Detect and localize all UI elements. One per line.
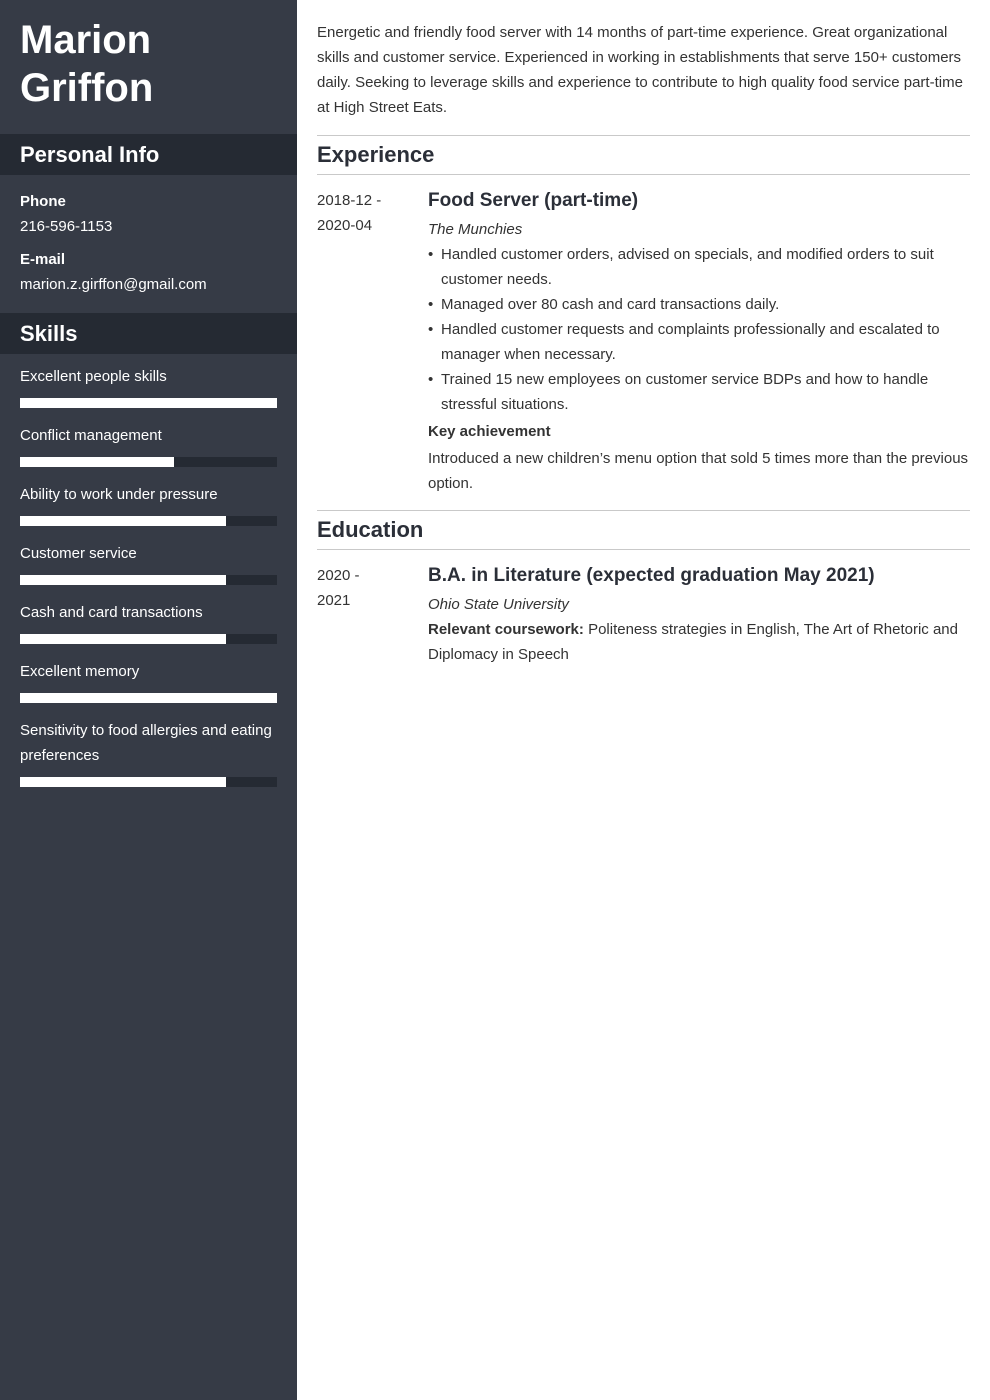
skill-level-fill	[20, 398, 277, 408]
skill-item	[20, 600, 277, 644]
skill-level-bar	[20, 457, 277, 467]
skill-item	[20, 364, 277, 408]
date-end: 2020-04	[317, 217, 373, 234]
responsibility-list	[428, 242, 970, 417]
skill-level-fill	[20, 457, 174, 467]
personal-info-heading: Personal Info	[0, 134, 297, 175]
skill-item	[20, 423, 277, 467]
entry-date	[317, 188, 428, 496]
coursework	[428, 617, 970, 667]
education-entry	[317, 550, 970, 681]
sidebar	[0, 0, 297, 1400]
main-content	[297, 0, 990, 1400]
skill-name: Customer service	[20, 545, 137, 562]
personal-info	[0, 175, 297, 313]
degree-title: B.A. in Literature (expected graduation May 2021)	[428, 565, 875, 586]
skill-name: Excellent memory	[20, 663, 140, 680]
phone-label: Phone	[20, 193, 66, 210]
skill-level-bar	[20, 398, 277, 408]
key-achievement-text: Introduced a new children’s menu option that sold 5 times more than the previous option.	[428, 450, 969, 492]
list-item: • Trained 15 new employees on customer service BDPs and how to handle stressful situations.	[428, 367, 970, 417]
phone-value: 216-596-1153	[20, 218, 113, 235]
email-value: marion.z.girffon@gmail.com	[20, 276, 207, 293]
skill-name: Excellent people skills	[20, 368, 167, 385]
skill-level-fill	[20, 693, 277, 703]
skill-level-fill	[20, 777, 226, 787]
coursework-label: Relevant coursework:	[428, 621, 584, 638]
list-item: • Handled customer requests and complaints professionally and escalated to manager when necessary.	[428, 317, 970, 367]
school-name: Ohio State University	[428, 596, 569, 613]
first-name: Marion	[20, 18, 152, 62]
skill-level-bar	[20, 516, 277, 526]
education-heading: Education	[317, 510, 970, 550]
skill-item	[20, 659, 277, 703]
list-item: • Handled customer orders, advised on specials, and modified orders to suit customer needs.	[428, 242, 970, 292]
skill-name: Ability to work under pressure	[20, 486, 218, 503]
job-title: Food Server (part-time)	[428, 190, 639, 211]
key-achievement-label: Key achievement	[428, 423, 551, 440]
skill-item	[20, 482, 277, 526]
entry-date	[317, 563, 428, 667]
entry-body	[428, 563, 970, 667]
skill-level-bar	[20, 634, 277, 644]
employer-name: The Munchies	[428, 221, 523, 238]
profile-summary: Energetic and friendly food server with 14 months of part-time experience. Great organizational skills and customer service. Experienced in working in establishments that serve 150+ customers daily. Seeking to leverage skills and experience to contribute to high quality food service part-time at High Street Eats.	[317, 24, 963, 116]
skill-level-fill	[20, 516, 226, 526]
experience-entry	[317, 175, 970, 510]
last-name: Griffon	[20, 66, 154, 110]
skills-list	[0, 354, 297, 787]
skill-level-bar	[20, 693, 277, 703]
skill-item	[20, 541, 277, 585]
skill-level-bar	[20, 575, 277, 585]
skill-level-bar	[20, 777, 277, 787]
skill-item	[20, 718, 277, 787]
list-item: • Managed over 80 cash and card transactions daily.	[428, 292, 970, 317]
candidate-name	[0, 0, 297, 134]
date-start: 2020 -	[317, 567, 360, 584]
skill-level-fill	[20, 575, 226, 585]
skill-name: Cash and card transactions	[20, 604, 203, 621]
skill-level-fill	[20, 634, 226, 644]
skill-name: Sensitivity to food allergies and eating preferences	[20, 722, 272, 764]
skills-heading: Skills	[0, 313, 297, 354]
skill-name: Conflict management	[20, 427, 162, 444]
date-start: 2018-12 -	[317, 192, 382, 209]
coursework-text: Politeness strategies in English, The Art of Rhetoric and Diplomacy in Speech	[428, 621, 958, 663]
email-label: E-mail	[20, 251, 66, 268]
date-end: 2021	[317, 592, 351, 609]
experience-heading: Experience	[317, 135, 970, 175]
entry-body	[428, 188, 970, 496]
